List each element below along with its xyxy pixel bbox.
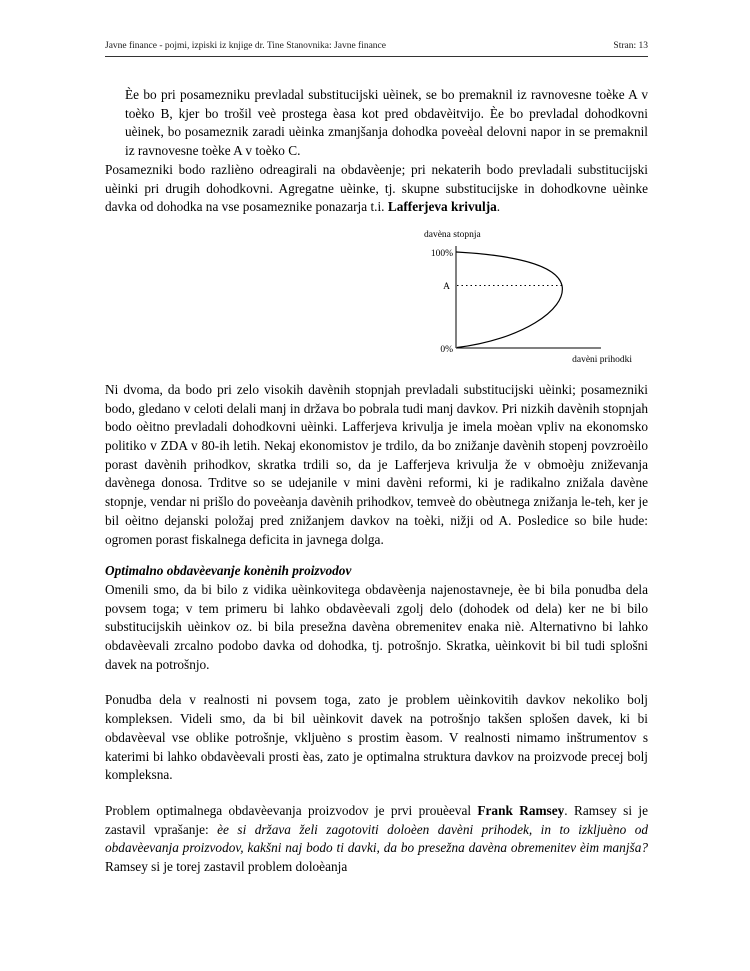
y-tick-0-percent: 0% bbox=[440, 344, 453, 355]
laffer-curve-term: Lafferjeva krivulja bbox=[387, 199, 497, 215]
document-content bbox=[105, 86, 648, 877]
frank-ramsey-term: Frank Ramsey bbox=[477, 802, 565, 818]
paragraph-laffer-discussion: Ni dvoma, da bodo pri zelo visokih davènih stopnjah prevladali substitucijski uèinki; posamezniki bodo, gledano v celoti delali manj in država bo pobrala tudi manj davkov. Pri nizkih davènih stopnjah bodo oèitno prevladali dohodkovni uèinki. Lafferjeva krivulja je imela moèan vpliv na ekonomsko politiko v ZDA v 80-ih letih. Nekaj ekonomistov je trdilo, da bo znižanje davènih stopenj povzroèilo porast davènih prihodkov, skratka trdili so, da je Lafferjeva krivulja že v obmoèju zniževanja davènega donosa. Trditve so se udejanile v mini davèni reformi, ki je radikalno znižala davène stopnje, vendar ni prišlo do poveèanja davènih prihodkov, temveè do obèutnega znižanja le-teh, ker je bil oèitno dejanski položaj pred znižanjem davkov na toèki, nižji od A. Posledice so bile hude: ogromen porast fiskalnega deficita in javnega dolga. bbox=[105, 381, 648, 547]
y-tick-point-a: A bbox=[443, 281, 450, 292]
ramsey-question-quote: èe si država želi zagotoviti doloèen davèni prihodek, in to izkljuèno od obdavèevanja proizvodov, kakšni naj bodo ti davki, da bo presežna davèna obremenitev èim manjša? bbox=[105, 821, 648, 856]
paragraph-text: . Ramsey si je zastavil vprašanje: bbox=[105, 802, 648, 837]
y-tick-100-percent: 100% bbox=[430, 248, 453, 259]
page-number: Stran: 13 bbox=[613, 41, 648, 51]
x-axis-label: davèni prihodki bbox=[572, 354, 632, 365]
paragraph-substitution-effect: Èe bo pri posamezniku prevladal substitucijski uèinek, se bo premaknil iz ravnovesne toèke A v toèko B, kjer bo trošil veè prostega èasa kot pred obdavèitvijo. Èe bo prevladal dohodkovni uèinek, bo posameznik zaradi uèinka zmanjšanja dohodka poveèal delovni napor in se premaknil iz ravnovesne toèke A v toèko C. bbox=[125, 87, 648, 159]
paragraph-text: Posamezniki bodo razlièno odreagirali na obdavèenje; pri nekaterih bodo prevladali substitucijski uèinki pri drugih dohodkovni. Agregatne uèinke, tj. skupne substitucijske in dohodkovne uèinke davka od dohodka na vse posameznike ponazarja t.i. bbox=[105, 161, 648, 215]
y-axis-label: davèna stopnja bbox=[424, 229, 481, 240]
paragraph-text: Problem optimalnega obdavèevanja proizvodov je prvi prouèeval bbox=[105, 802, 478, 818]
paragraph-text: . bbox=[496, 199, 501, 215]
section-heading-optimal-taxation: Optimalno obdavèevanje konènih proizvodov bbox=[105, 563, 352, 579]
laffer-curve-chart bbox=[420, 226, 648, 366]
paragraph-labor-supply-reality: Ponudba dela v realnosti ni povsem toga, zato je problem uèinkovitih davkov nekoliko bolj kompleksen. Videli smo, da bi bil uèinkovit davek na potrošnjo takšen splošen davek, ki bi obdavèeval vse oblike potrošnje, vkljuèno s prostim èasom. V realnosti nimamo inštrumentov s katerimi bi lahko obdavèevali prosti èas, zato je optimalna struktura davkov na proizvode precej bolj kompleksna. bbox=[105, 692, 648, 783]
page-header bbox=[105, 41, 648, 57]
laffer-curve-figure bbox=[105, 226, 648, 366]
paragraph-laffer-intro bbox=[105, 161, 648, 217]
paragraph-rigid-labor-supply: Omenili smo, da bi bilo z vidika uèinkovitega obdavèenja najenostavneje, èe bi bila ponudba dela povsem toga; v tem primeru bi lahko obdavèevali zgolj delo (dohodek od dela) ker ne bi bilo substitucijskih uèinkov oz. bi bila presežna davèna obremenitev enaka niè. Alternativno bi lahko obdavèevali zrcalno podobo davka od dohodka, tj. potrošnjo. Skratka, uèinkovit bi bil tudi splošni davek na potrošnjo. bbox=[105, 581, 648, 672]
paragraph-text: Ramsey si je torej zastavil problem doloèanja bbox=[105, 859, 348, 875]
laffer-curve-line bbox=[457, 252, 563, 348]
paragraph-frank-ramsey bbox=[105, 802, 648, 877]
header-title: Javne finance - pojmi, izpiski iz knjige dr. Tine Stanovnika: Javne finance bbox=[105, 41, 386, 51]
